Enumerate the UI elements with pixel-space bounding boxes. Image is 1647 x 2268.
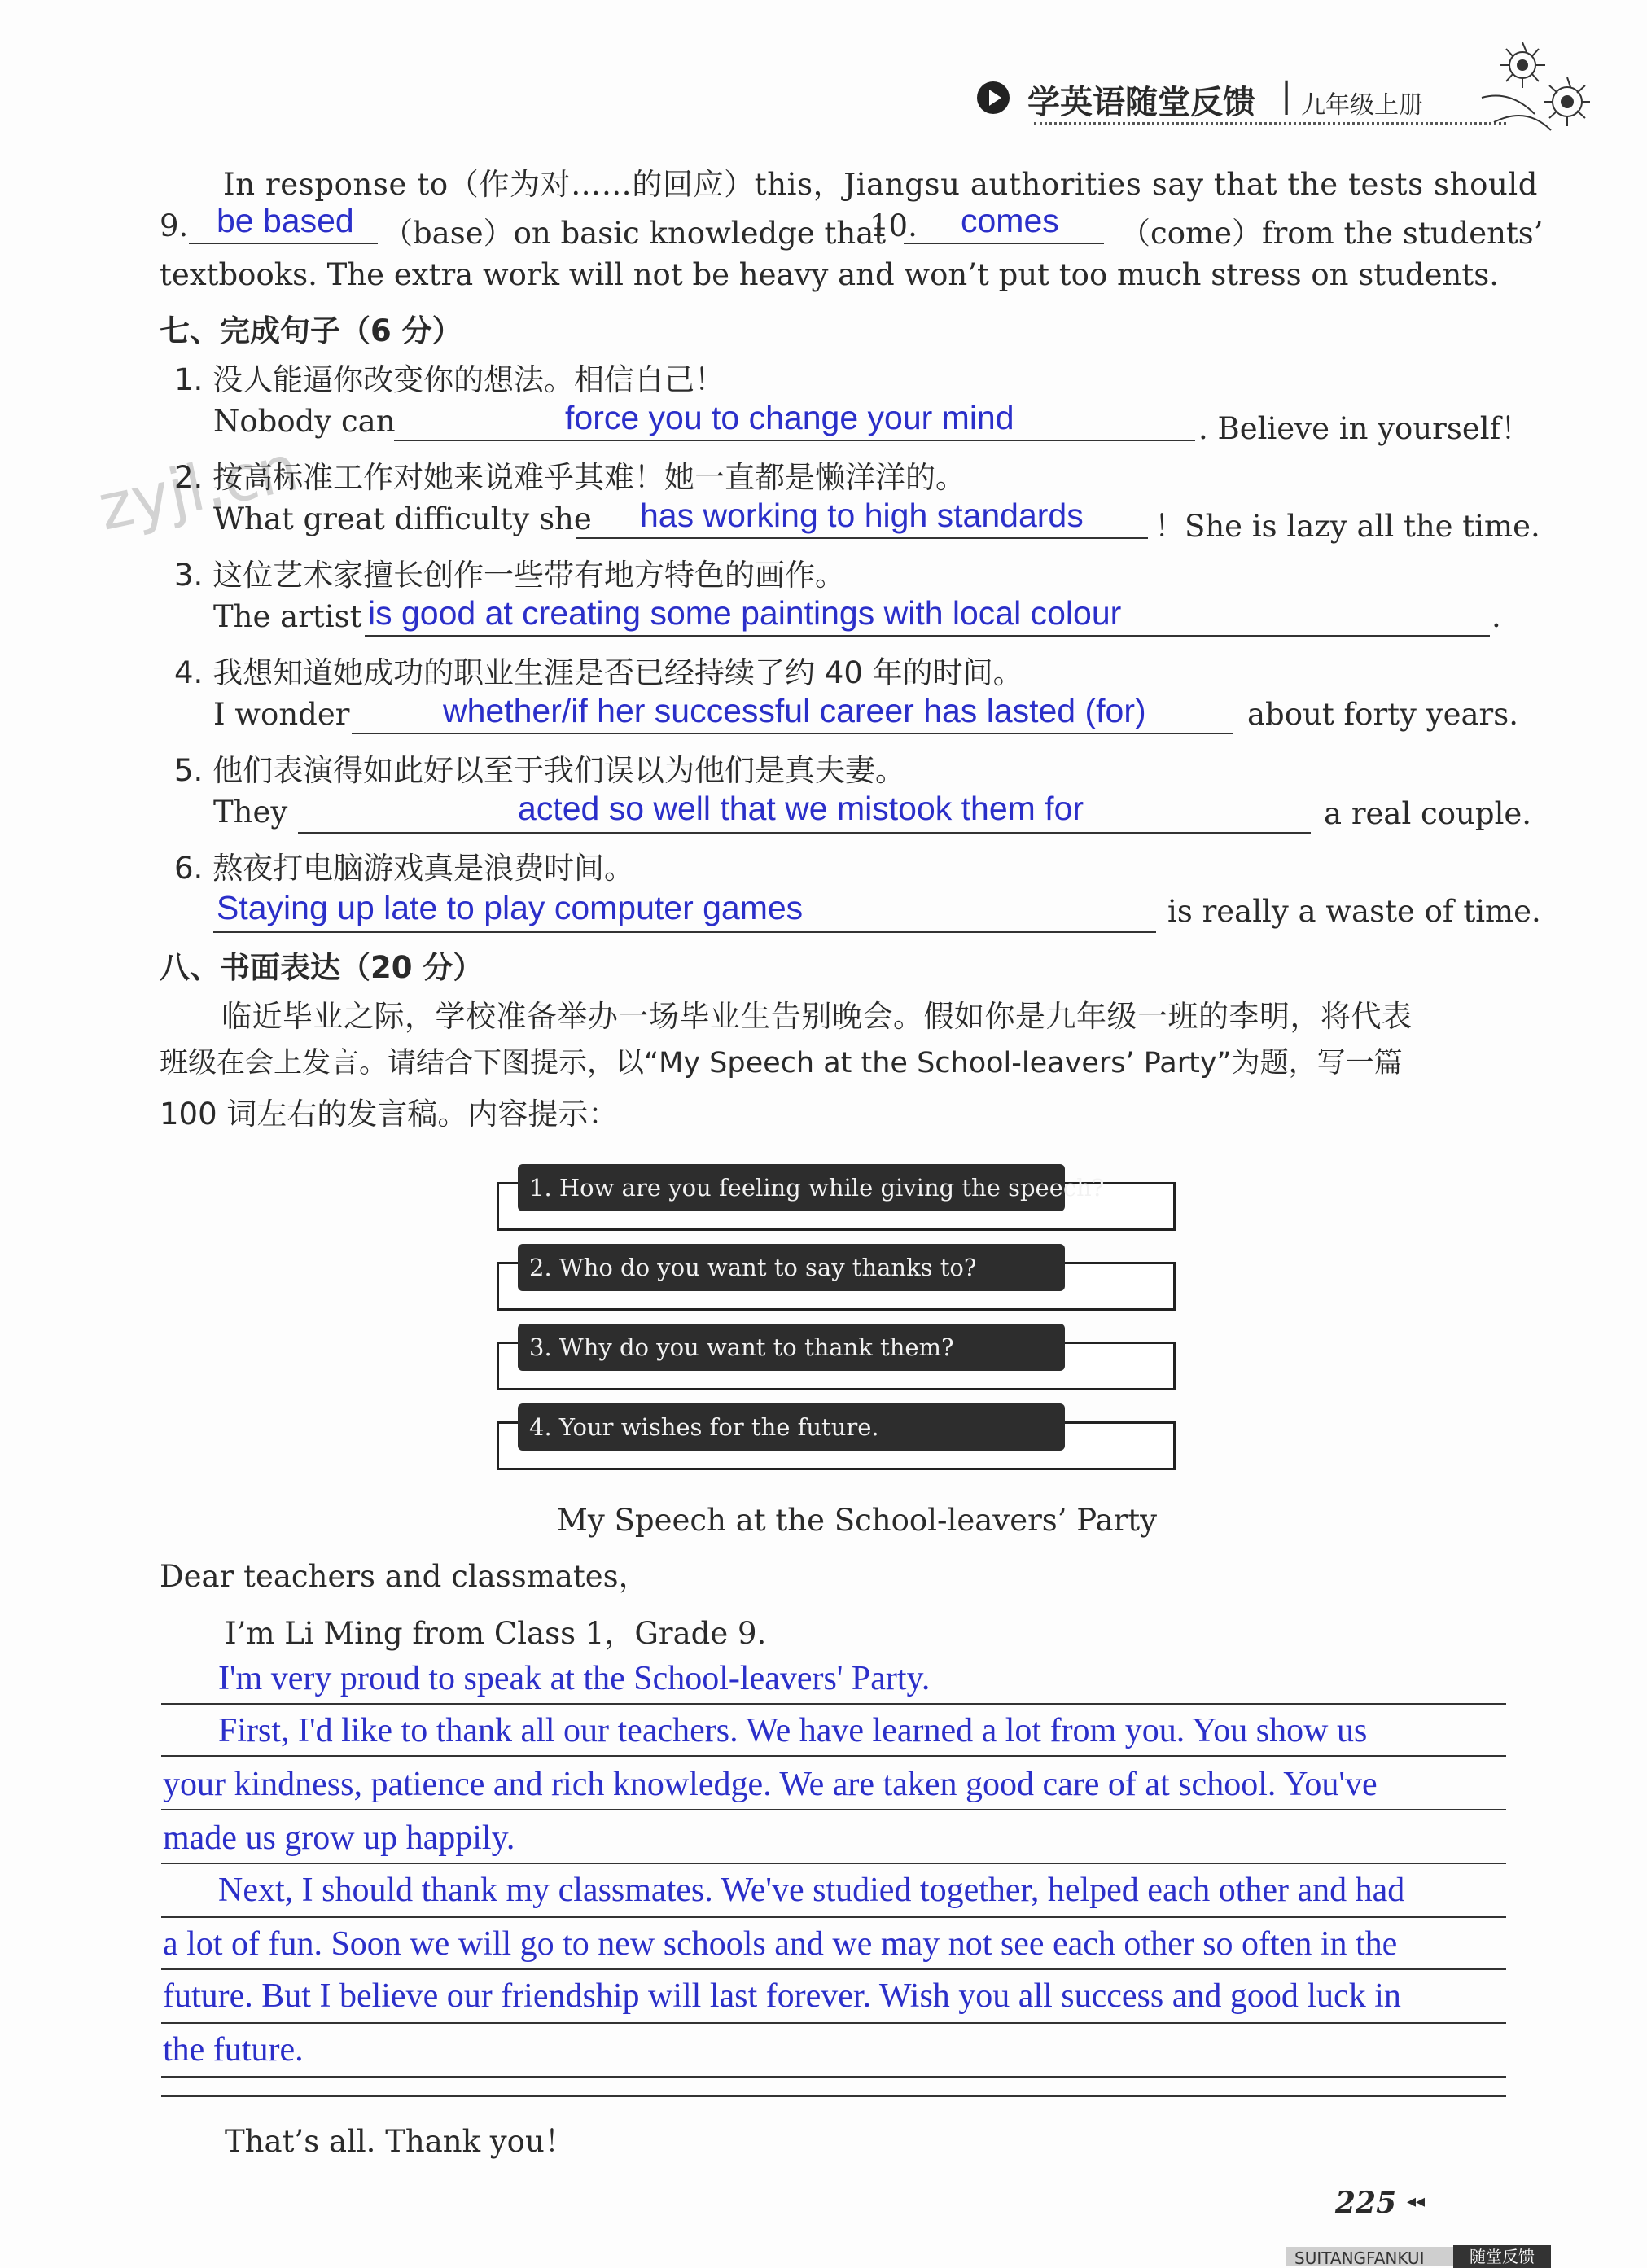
s7-item-6-answer: Staying up late to play computer games [217, 889, 804, 926]
essay-line-5: Next, I should thank my classmates. We've studied together, helped each other and had [218, 1872, 1405, 1909]
s7-item-4-chinese: 4. 我想知道她成功的职业生涯是否已经持续了约 40 年的时间。 [174, 655, 1023, 690]
essay-rule-7 [161, 2022, 1506, 2024]
s7-item-2-blank [576, 537, 1148, 539]
s7-item-2-suffix: ！She is lazy all the time. [1154, 509, 1540, 544]
essay-title: My Speech at the School-leavers’ Party [557, 1503, 1158, 1538]
footer-badge: 随堂反馈 [1453, 2245, 1551, 2268]
s7-item-4-answer: whether/if her successful career has lasted (for) [443, 692, 1146, 729]
passage-line-3: textbooks. The extra work will not be heavy and won’t put too much stress on students. [160, 257, 1499, 292]
footer-latin: SUITANGFANKUI [1294, 2248, 1425, 2268]
essay-closing: That’s all. Thank you！ [225, 2124, 575, 2159]
s7-item-6-suffix: is really a waste of time. [1167, 894, 1541, 929]
essay-rule-2 [161, 1755, 1506, 1757]
s7-item-4-suffix: about forty years. [1247, 697, 1518, 732]
essay-line-4: made us grow up happily. [163, 1819, 515, 1857]
essay-rule-3 [161, 1809, 1506, 1810]
prompt-box-4: 4. Your wishes for the future. [518, 1403, 1065, 1451]
q9-answer: be based [217, 202, 354, 239]
essay-rule-8 [161, 2076, 1506, 2078]
q9-blank [189, 243, 378, 244]
essay-greeting: Dear teachers and classmates， [160, 1559, 649, 1594]
sunflower-decoration-icon [1478, 24, 1608, 138]
header-divider [1034, 122, 1506, 125]
s7-item-1-answer: force you to change your mind [565, 399, 1014, 436]
prompt-box-2: 2. Who do you want to say thanks to? [518, 1244, 1065, 1291]
q10-answer: comes [961, 202, 1059, 239]
essay-rule-9 [161, 2095, 1506, 2097]
s7-item-3-chinese: 3. 这位艺术家擅长创作一些带有地方特色的画作。 [174, 558, 846, 593]
s7-item-4-prefix: I wonder [213, 697, 350, 732]
double-arrow-icon: ◂◂ [1407, 2191, 1426, 2212]
essay-line-6: a lot of fun. Soon we will go to new schools and we may not see each other so often in the [163, 1925, 1398, 1963]
essay-intro: I’m Li Ming from Class 1，Grade 9. [225, 1616, 767, 1651]
header-separator: | [1281, 75, 1293, 115]
s8-instruction-2: 班级在会上发言。请结合下图提示，以“My Speech at the School-leavers’ Party”为题，写一篇 [160, 1047, 1403, 1079]
s7-item-3-prefix: The artist [213, 599, 362, 634]
s7-item-5-suffix: a real couple. [1324, 796, 1532, 831]
s7-item-5-chinese: 5. 他们表演得如此好以至于我们误以为他们是真夫妻。 [174, 753, 906, 788]
s7-item-3-answer: is good at creating some paintings with local colour [368, 594, 1122, 632]
watermark: zyjl.cn [92, 431, 305, 545]
prompt-box-3: 3. Why do you want to thank them? [518, 1324, 1065, 1371]
s7-item-6-chinese: 6. 熬夜打电脑游戏真是浪费时间。 [174, 851, 635, 886]
page-number: 225 [1335, 2186, 1397, 2220]
s7-item-3-suffix: . [1491, 599, 1501, 634]
s7-item-5-prefix: They [213, 795, 288, 830]
s7-item-1-blank [394, 440, 1195, 441]
passage-line-1: In response to（作为对……的回应）this，Jiangsu authorities say that the tests should [223, 167, 1539, 202]
q10-blank [904, 243, 1104, 244]
essay-line-2: First, I'd like to thank all our teachers. We have learned a lot from you. You show us [218, 1712, 1368, 1749]
s7-item-2-chinese: 2. 按高标准工作对她来说难乎其难！她一直都是懒洋洋的。 [174, 460, 966, 495]
play-icon [977, 81, 1010, 114]
essay-rule-5 [161, 1916, 1506, 1918]
book-title: 学英语随堂反馈 [1027, 84, 1255, 121]
s7-item-3-blank [365, 635, 1490, 637]
q10-hint: （come）from the students’ [1120, 216, 1544, 251]
s7-item-1-suffix: . Believe in yourself！ [1198, 411, 1531, 446]
essay-line-1: I'm very proud to speak at the School-leavers' Party. [218, 1660, 931, 1697]
s7-item-1-prefix: Nobody can [213, 404, 396, 439]
q10-number: 10. [869, 208, 918, 243]
prompt-box-1: 1. How are you feeling while giving the speech? [518, 1164, 1065, 1211]
section-8-title: 八、书面表达（20 分） [160, 950, 484, 985]
header-grade: 九年级上册 [1301, 91, 1423, 120]
essay-rule-4 [161, 1863, 1506, 1864]
s8-instruction-1: 临近毕业之际，学校准备举办一场毕业生告别晚会。假如你是九年级一班的李明，将代表 [221, 999, 1413, 1034]
q9-number: 9. [160, 208, 189, 243]
essay-line-3: your kindness, patience and rich knowledge. We are taken good care of at school. You've [163, 1766, 1378, 1803]
section-7-title: 七、完成句子（6 分） [160, 313, 462, 348]
essay-line-8: the future. [163, 2031, 304, 2069]
s7-item-5-answer: acted so well that we mistook them for [518, 790, 1084, 827]
essay-rule-1 [161, 1703, 1506, 1705]
s7-item-6-blank [213, 931, 1156, 933]
essay-line-7: future. But I believe our friendship will last forever. Wish you all success and good luck in [163, 1977, 1401, 2015]
s7-item-5-blank [298, 832, 1311, 834]
s8-instruction-3: 100 词左右的发言稿。内容提示： [160, 1097, 619, 1132]
s7-item-1-chinese: 1. 没人能逼你改变你的想法。相信自己！ [174, 362, 725, 397]
q9-hint: （base）on basic knowledge that [383, 216, 887, 251]
essay-rule-6 [161, 1968, 1506, 1970]
s7-item-4-blank-line [352, 733, 1233, 734]
s7-item-2-answer: has working to high standards [640, 497, 1084, 534]
s7-item-2-prefix: What great difficulty she [213, 501, 592, 536]
